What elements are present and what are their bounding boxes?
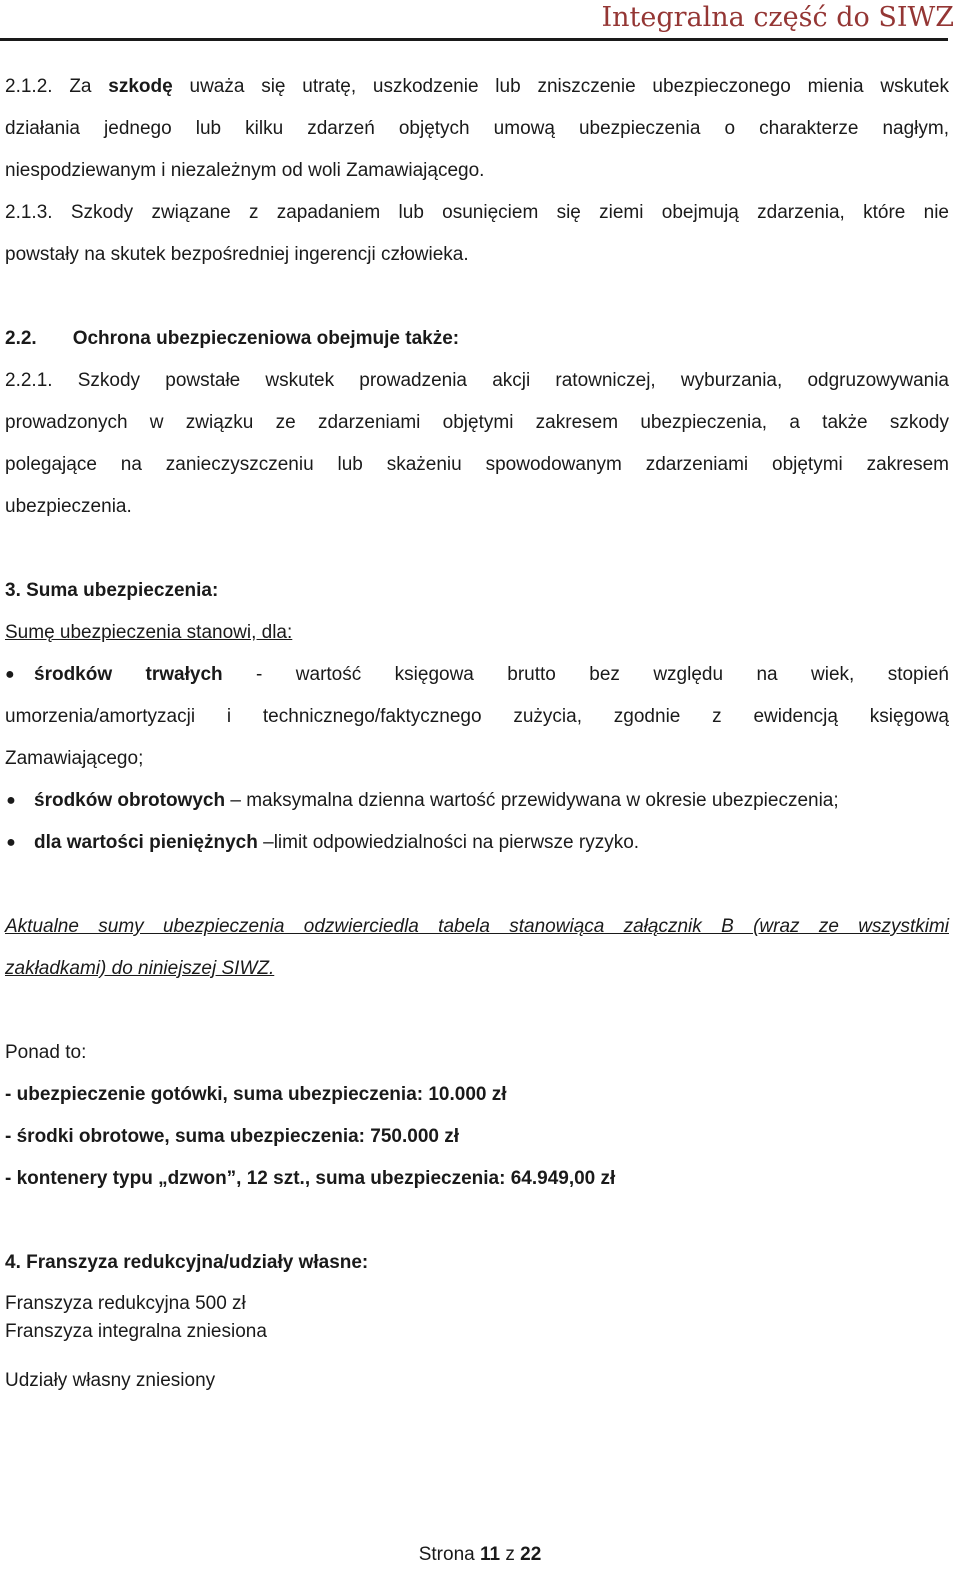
current-page: 11 bbox=[479, 1544, 501, 1565]
para-2-2-1-line-3: polegające na zanieczyszczeniu lub skażeniu spowodowanym zdarzeniami objętymi zakresem bbox=[5, 454, 949, 475]
note-line-2: zakładkami) do niniejszej SIWZ. bbox=[5, 958, 275, 979]
page-header bbox=[0, 0, 954, 44]
own-share-line: Udziały własny zniesiony bbox=[5, 1370, 216, 1391]
document-body bbox=[5, 66, 949, 1395]
para-2-1-2-line-3: niespodziewanym i niezależnym od woli Zamawiającego. bbox=[5, 160, 485, 181]
bullet-icon: ● bbox=[5, 666, 15, 683]
franchise-line: Franszyza integralna zniesiona bbox=[5, 1321, 267, 1342]
section-4-heading: 4. Franszyza redukcyjna/udziały własne: bbox=[5, 1252, 369, 1273]
para-2-1-2-line-1: 2.1.2. Za szkodę uważa się utratę, uszkodzenie lub zniszczenie ubezpieczonego mienia wskutek bbox=[5, 76, 949, 97]
para-2-1-3-line-1: 2.1.3. Szkody związane z zapadaniem lub osunięciem się ziemi obejmują zdarzenia, które nie bbox=[5, 202, 950, 223]
para-number: 2.2.1. bbox=[5, 370, 53, 391]
extra-intro: Ponad to: bbox=[5, 1042, 87, 1063]
section-2-2-heading: 2.2. Ochrona ubezpieczeniowa obejmuje także: bbox=[5, 328, 460, 349]
note-line-1: Aktualne sumy ubezpieczenia odzwierciedla tabela stanowiąca załącznik B (wraz ze wszystkimi bbox=[5, 916, 949, 937]
para-2-2-1-line-1: 2.2.1. Szkody powstałe wskutek prowadzenia akcji ratowniczej, wyburzania, odgruzowywania bbox=[5, 370, 950, 391]
header-rule bbox=[0, 38, 948, 41]
bullet-icon: ● bbox=[6, 792, 16, 809]
extra-item-current-assets: - środki obrotowe, suma ubezpieczenia: 750.000 zł bbox=[5, 1126, 460, 1147]
bullet-item-fixed-assets: ● środków trwałych - wartość księgowa brutto bez względu na wiek, stopień bbox=[5, 654, 949, 696]
para-2-1-2-line-2: działania jednego lub kilku zdarzeń objętych umową ubezpieczenia o charakterze nagłym, bbox=[5, 118, 949, 139]
bullet-item-fixed-assets-cont-1: umorzenia/amortyzacji i technicznego/faktycznego zużycia, zgodnie z ewidencją księgową bbox=[5, 706, 949, 727]
deductible-line: Franszyza redukcyjna 500 zł bbox=[5, 1293, 246, 1314]
para-number: 2.1.2. bbox=[5, 76, 53, 97]
para-2-2-1-line-4: ubezpieczenia. bbox=[5, 496, 132, 517]
para-2-2-1-line-2: prowadzonych w związku ze zdarzeniami objętymi zakresem ubezpieczenia, a także szkody bbox=[5, 412, 949, 433]
section-3-heading: 3. Suma ubezpieczenia: bbox=[5, 580, 219, 601]
bullet-item-fixed-assets-cont-2: Zamawiającego; bbox=[5, 748, 144, 769]
page-footer: Strona 11 z 22 bbox=[418, 1544, 542, 1565]
para-2-1-3-line-2: powstały na skutek bezpośredniej ingerencji człowieka. bbox=[5, 244, 469, 265]
bold-term: szkodę bbox=[108, 76, 173, 97]
bullet-item-cash-values: ● dla wartości pieniężnych –limit odpowiedzialności na pierwsze ryzyko. bbox=[5, 822, 949, 864]
bullet-icon: ● bbox=[6, 834, 16, 851]
section-3-subtitle: Sumę ubezpieczenia stanowi, dla: bbox=[5, 622, 293, 643]
header-title: Integralna część do SIWZ bbox=[601, 2, 954, 33]
extra-item-cash: - ubezpieczenie gotówki, suma ubezpieczenia: 10.000 zł bbox=[5, 1084, 507, 1105]
total-pages: 22 bbox=[520, 1544, 542, 1565]
para-number: 2.1.3. bbox=[5, 202, 53, 223]
bullet-item-current-assets: ● środków obrotowych – maksymalna dzienna wartość przewidywana w okresie ubezpieczenia; bbox=[5, 780, 949, 822]
extra-item-containers: - kontenery typu „dzwon”, 12 szt., suma ubezpieczenia: 64.949,00 zł bbox=[5, 1168, 616, 1189]
